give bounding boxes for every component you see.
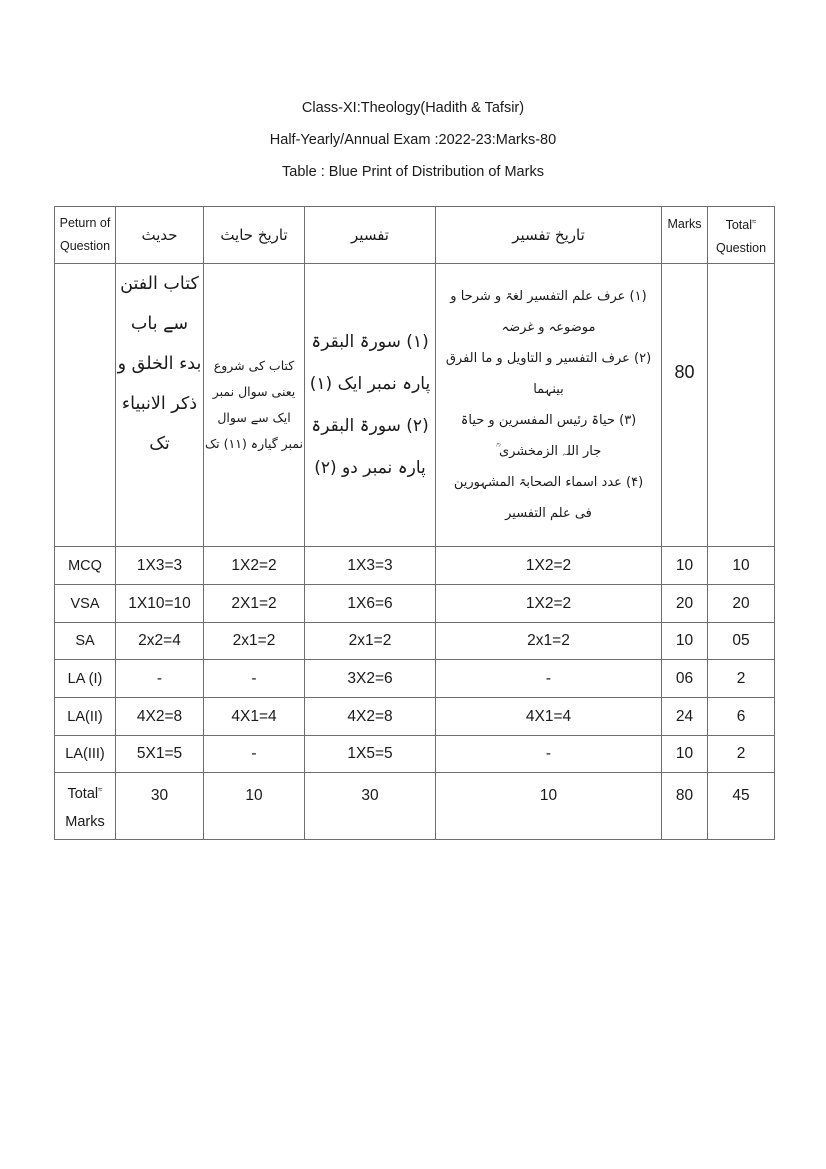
- syllabus-tarikh-tafsir-line: (۳) حیاۃ رئیس المفسرین و حیاۃ: [460, 413, 637, 428]
- cell-marks: 10: [662, 547, 708, 585]
- row-label: LA(III): [55, 736, 116, 773]
- cell-tarikh-hadith: -: [204, 660, 305, 698]
- cell-total: 10: [708, 547, 775, 585]
- syllabus-marks: 80: [662, 264, 708, 547]
- cell-hadith: 4X2=8: [116, 698, 204, 736]
- cell-marks: 06: [662, 660, 708, 698]
- table-row: [55, 698, 775, 736]
- row-label: VSA: [55, 585, 116, 623]
- header-hadith: حدیث: [116, 207, 204, 264]
- header-question-line1: Peturn of: [59, 216, 111, 230]
- cell-hadith: 1X10=10: [116, 585, 204, 623]
- cell-marks: 20: [662, 585, 708, 623]
- table-row: [55, 660, 775, 698]
- totals-label: [55, 773, 116, 840]
- cell-hadith: 1X3=3: [116, 547, 204, 585]
- syllabus-total: [708, 264, 775, 547]
- table-row: [55, 623, 775, 660]
- table-row: [55, 547, 775, 585]
- header-row: [55, 207, 775, 264]
- cell-tarikh-tafsir: 4X1=4: [436, 698, 662, 736]
- syllabus-tafsir-line: (۱) سورۃ البقرۃ: [311, 332, 429, 352]
- totals-row: [55, 773, 775, 840]
- cell-marks: 10: [662, 736, 708, 773]
- syllabus-tarikh-tafsir-line: (۱) عرف علم التفسیر لغۃ و شرحا و: [450, 289, 647, 304]
- header-total-mark: ≈: [752, 216, 757, 226]
- syllabus-tarikh-tafsir-line: جار اللہ الزمخشری ؒ: [495, 444, 602, 459]
- cell-tafsir: 4X2=8: [305, 698, 436, 736]
- syllabus-row-label: [55, 264, 116, 547]
- totals-label-mark: ≈: [98, 785, 103, 795]
- header-marks: Marks: [662, 207, 708, 264]
- cell-total: 2: [708, 660, 775, 698]
- syllabus-tarikh-tafsir-line: (۲) عرف التفسیر و التاویل و ما الفرق: [445, 351, 652, 366]
- cell-tafsir: 2x1=2: [305, 623, 436, 660]
- table-title: Table : Blue Print of Distribution of Marks: [282, 164, 544, 180]
- table-row: [55, 736, 775, 773]
- syllabus-hadith-line: بدء الخلق و: [117, 354, 202, 374]
- cell-total: 05: [708, 623, 775, 660]
- cell-marks: 10: [662, 623, 708, 660]
- cell-tafsir: 1X6=6: [305, 585, 436, 623]
- exam-title: Half-Yearly/Annual Exam :2022-23:Marks-80: [269, 132, 557, 148]
- header-tafsir: تفسیر: [305, 207, 436, 264]
- totals-tarikh-hadith: 10: [204, 773, 305, 840]
- syllabus-tafsir-line: پارہ نمبر دو (۲): [314, 458, 426, 478]
- totals-label-line2: Marks: [65, 813, 105, 830]
- totals-total: 45: [708, 773, 775, 840]
- table-row: [55, 585, 775, 623]
- row-label: LA (I): [55, 660, 116, 698]
- syllabus-tarikh-tafsir-line: (۴) عدد اسماء الصحابۃ المشہورین: [453, 475, 644, 490]
- totals-hadith: 30: [116, 773, 204, 840]
- header-question-type: [55, 207, 116, 264]
- totals-tafsir: 30: [305, 773, 436, 840]
- totals-label-line1: Total≈: [67, 785, 103, 802]
- row-label: LA(II): [55, 698, 116, 736]
- row-label: SA: [55, 623, 116, 660]
- cell-tarikh-tafsir: 1X2=2: [436, 547, 662, 585]
- header-total-question: [708, 207, 775, 264]
- cell-tarikh-hadith: 2x1=2: [204, 623, 305, 660]
- cell-total: 20: [708, 585, 775, 623]
- cell-tarikh-hadith: 4X1=4: [204, 698, 305, 736]
- cell-tarikh-tafsir: 2x1=2: [436, 623, 662, 660]
- totals-tarikh-tafsir: 10: [436, 773, 662, 840]
- syllabus-tarikh-tafsir-line: موضوعہ و غرضہ: [501, 320, 596, 335]
- syllabus-tarikh-hadith-line: ایک سے سوال: [217, 410, 291, 425]
- syllabus-tarikh-hadith: [204, 264, 305, 547]
- blueprint-table: [54, 206, 775, 840]
- cell-hadith: -: [116, 660, 204, 698]
- cell-total: 2: [708, 736, 775, 773]
- syllabus-tafsir-line: (۲) سورۃ البقرۃ: [311, 416, 429, 436]
- cell-tafsir: 1X5=5: [305, 736, 436, 773]
- syllabus-hadith-line: سے باب: [130, 314, 189, 334]
- cell-tafsir: 1X3=3: [305, 547, 436, 585]
- cell-tarikh-tafsir: -: [436, 736, 662, 773]
- header-total-line2: Question: [715, 241, 767, 256]
- syllabus-hadith-line: کتاب الفتن: [120, 274, 199, 294]
- syllabus-tarikh-tafsir-line: فی علم التفسیر: [505, 506, 592, 521]
- cell-hadith: 2x2=4: [116, 623, 204, 660]
- syllabus-hadith-line: ذکر الانبیاء: [121, 394, 198, 414]
- header-tarikh-tafsir: تاریخ تفسیر: [436, 207, 662, 264]
- cell-tarikh-hadith: 1X2=2: [204, 547, 305, 585]
- syllabus-tarikh-tafsir: [436, 264, 662, 547]
- syllabus-hadith-line: تک: [149, 434, 170, 454]
- syllabus-tarikh-hadith-line: یعنی سوال نمبر: [212, 384, 296, 399]
- cell-tarikh-hadith: -: [204, 736, 305, 773]
- cell-marks: 24: [662, 698, 708, 736]
- header-total-line1: Total≈: [725, 216, 757, 233]
- syllabus-row: [55, 264, 775, 547]
- syllabus-tarikh-tafsir-line: بینہما: [533, 382, 564, 397]
- syllabus-tarikh-hadith-line: کتاب کی شروع: [213, 358, 295, 373]
- cell-total: 6: [708, 698, 775, 736]
- header-question-line2: Question: [59, 239, 111, 253]
- cell-tarikh-tafsir: 1X2=2: [436, 585, 662, 623]
- cell-tarikh-hadith: 2X1=2: [204, 585, 305, 623]
- class-title: Class-XI:Theology(Hadith & Tafsir): [301, 100, 525, 116]
- cell-tarikh-tafsir: -: [436, 660, 662, 698]
- totals-marks: 80: [662, 773, 708, 840]
- title-block: [0, 92, 826, 188]
- syllabus-hadith: [116, 264, 204, 547]
- cell-hadith: 5X1=5: [116, 736, 204, 773]
- syllabus-tafsir-line: پارہ نمبر ایک (۱): [309, 374, 431, 394]
- header-tarikh-hadith: تاریخ حایث: [204, 207, 305, 264]
- cell-tafsir: 3X2=6: [305, 660, 436, 698]
- syllabus-tarikh-hadith-line: نمبر گیارہ (۱۱) تک: [204, 436, 304, 451]
- syllabus-tafsir: [305, 264, 436, 547]
- row-label: MCQ: [55, 547, 116, 585]
